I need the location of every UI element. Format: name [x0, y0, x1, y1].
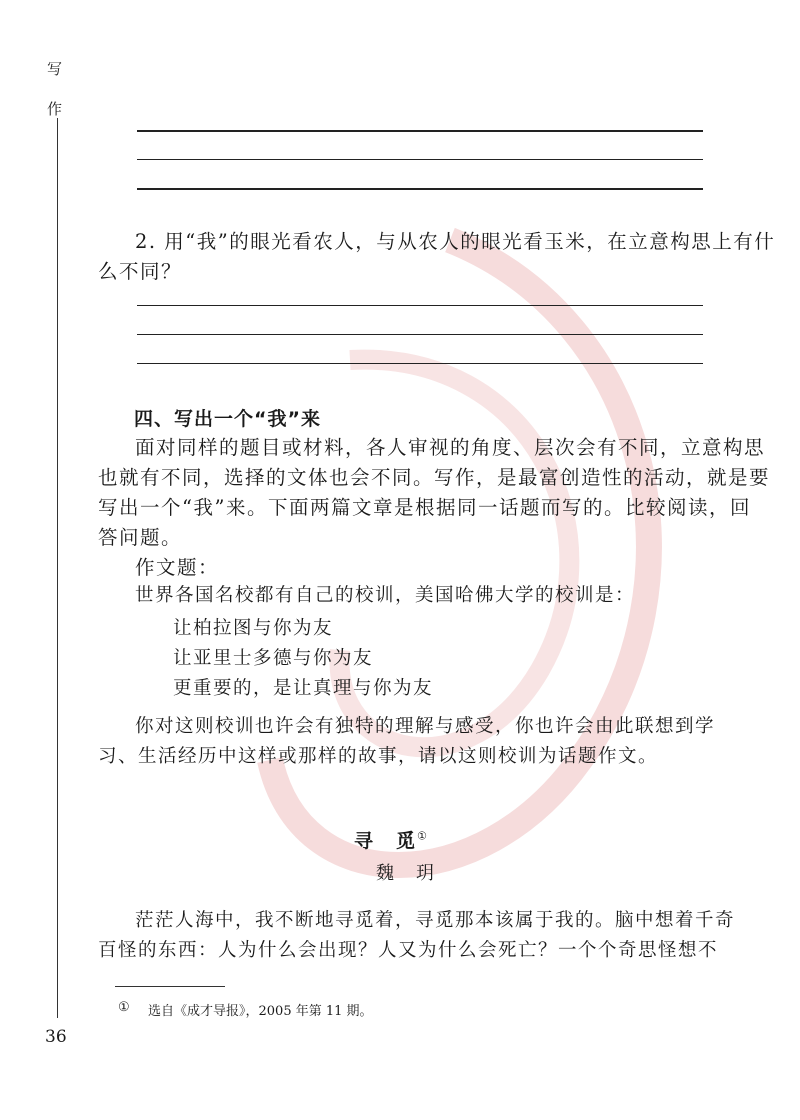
intro-line: 写出一个“我”来。下面两篇文章是根据同一话题而写的。比较阅读，回: [98, 496, 751, 519]
answer-line[interactable]: [137, 363, 703, 364]
essay-title: [354, 826, 429, 853]
question-2-line-2: 么不同？: [98, 260, 183, 283]
watermark-emblem: [150, 200, 710, 960]
essay-title-text: 寻 觅: [354, 830, 418, 852]
footnote-text: 选自《成才导报》，2005 年第 11 期。: [148, 1004, 373, 1019]
prompt-text: 世界各国名校都有自己的校训，美国哈佛大学的校训是：: [135, 585, 636, 606]
intro-line: 答问题。: [98, 526, 183, 549]
essay-footnote-marker: ①: [417, 829, 429, 843]
answer-line[interactable]: [137, 159, 703, 160]
margin-rule: [57, 118, 58, 1018]
footnote-rule: [115, 986, 225, 987]
sidebar-char-write: 写: [47, 60, 63, 78]
answer-line[interactable]: [137, 334, 703, 335]
task-line: 习、生活经历中这样或那样的故事，请以这则校训为话题作文。: [98, 746, 659, 767]
intro-line: 面对同样的题目或材料，各人审视的角度、层次会有不同，立意构思: [135, 436, 766, 459]
essay-line: 百怪的东西：人为什么会出现？人又为什么会死亡？一个个奇思怪想不: [98, 940, 719, 961]
section-heading: 四、写出一个“我”来: [134, 408, 321, 430]
motto-line: 让柏拉图与你为友: [173, 618, 334, 639]
motto-line: 让亚里士多德与你为友: [173, 648, 374, 669]
footnote-marker: ①: [118, 1000, 130, 1015]
question-2-line-1: 2. 用“我”的眼光看农人，与从农人的眼光看玉米，在立意构思上有什: [135, 230, 776, 253]
essay-author: 魏 玥: [376, 863, 436, 884]
answer-line[interactable]: [137, 130, 703, 132]
motto-line: 更重要的，是让真理与你为友: [173, 678, 434, 699]
task-line: 你对这则校训也许会有独特的理解与感受，你也许会由此联想到学: [135, 716, 716, 737]
page-number: 36: [45, 1027, 67, 1047]
essay-line: 茫茫人海中，我不断地寻觅着，寻觅那本该属于我的。脑中想着千奇: [135, 910, 736, 931]
answer-line[interactable]: [137, 188, 703, 190]
answer-line[interactable]: [137, 305, 703, 306]
intro-line: 也就有不同，选择的文体也会不同。写作，是最富创造性的活动，就是要: [98, 466, 771, 489]
prompt-label: 作文题：: [135, 556, 220, 579]
sidebar-char-compose: 作: [47, 100, 63, 118]
